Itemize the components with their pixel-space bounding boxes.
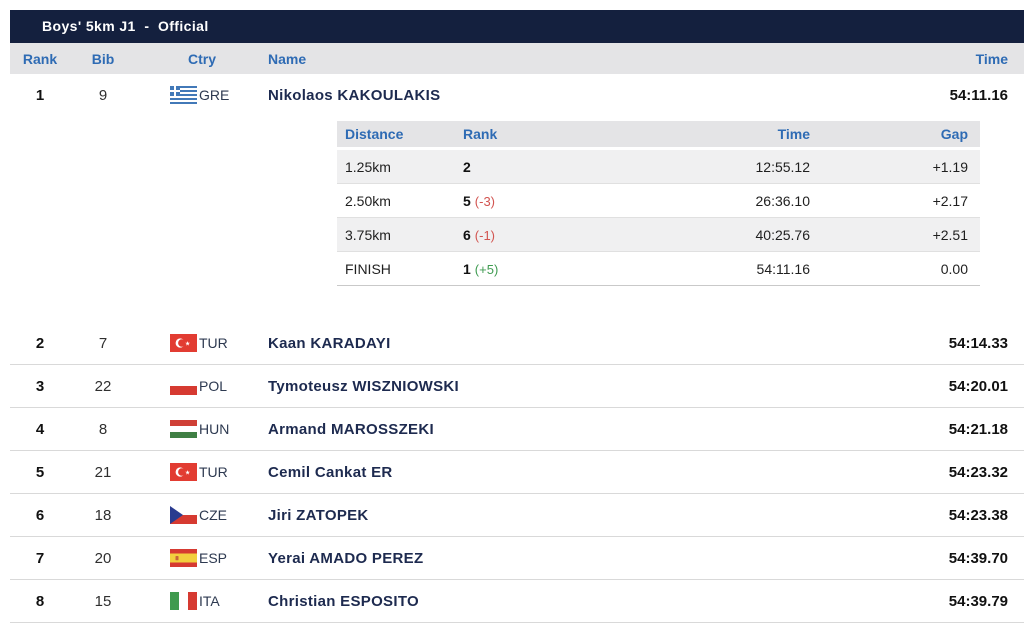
result-row-block	[10, 74, 1024, 286]
athlete-name: Kaan KARADAYI	[268, 334, 391, 352]
athlete-name: Armand MAROSSZEKI	[268, 420, 434, 438]
split-time: 12:55.12	[755, 158, 810, 175]
country-cell	[136, 506, 268, 524]
athlete-name: Cemil Cankat ER	[268, 463, 393, 481]
final-time: 54:23.38	[948, 506, 1008, 524]
country-cell	[136, 334, 268, 352]
country-cell	[136, 377, 268, 395]
result-row[interactable]	[10, 451, 1024, 493]
rank-value: 7	[35, 549, 45, 567]
split-distance: FINISH	[345, 260, 391, 277]
athlete-name: Yerai AMADO PEREZ	[268, 549, 424, 567]
athlete-name: Jiri ZATOPEK	[268, 506, 369, 524]
country-code: TUR	[199, 335, 228, 351]
flag-tur-icon	[170, 463, 197, 481]
rank-value: 1	[35, 86, 45, 104]
col-header-rank: Rank	[22, 50, 58, 67]
split-rank-cell	[455, 159, 575, 175]
country-cell	[136, 549, 268, 567]
split-time: 40:25.76	[755, 226, 810, 243]
country-cell	[136, 420, 268, 438]
flag-ita-icon	[170, 592, 197, 610]
flag-gre-icon	[170, 86, 197, 104]
country-code: HUN	[199, 421, 230, 437]
results-table-header	[10, 43, 1024, 74]
flag-hun-icon	[170, 420, 197, 438]
split-rank-cell	[455, 227, 575, 243]
results-table-body	[10, 74, 1024, 623]
country-code: TUR	[199, 464, 228, 480]
results-panel	[10, 10, 1024, 623]
col-header-time: Time	[975, 50, 1008, 67]
result-row[interactable]	[10, 322, 1024, 364]
final-time: 54:21.18	[948, 420, 1008, 438]
col-header-ctry: Ctry	[187, 50, 216, 67]
splits-header	[337, 121, 980, 147]
flag-tur-icon	[170, 334, 197, 352]
country-cell	[136, 86, 268, 104]
result-row-block	[10, 322, 1024, 365]
flag-cze-icon	[170, 506, 197, 524]
bib-value: 15	[94, 592, 112, 610]
split-gap: 0.00	[940, 260, 968, 277]
split-col-time: Time	[777, 126, 810, 142]
event-title: Boys' 5km J1 - Official	[42, 18, 209, 34]
split-col-gap: Gap	[940, 126, 968, 142]
col-header-bib: Bib	[91, 50, 115, 67]
split-row	[337, 252, 980, 285]
result-row-block	[10, 451, 1024, 494]
split-rank: 6	[463, 226, 471, 243]
athlete-name: Nikolaos KAKOULAKIS	[268, 86, 441, 104]
final-time: 54:20.01	[948, 377, 1008, 395]
split-distance: 1.25km	[345, 158, 391, 175]
result-row[interactable]	[10, 580, 1024, 622]
bib-value: 20	[94, 549, 112, 567]
split-rank: 1	[463, 260, 471, 277]
flag-esp-icon	[170, 549, 197, 567]
rank-value: 2	[35, 334, 45, 352]
split-gap: +1.19	[932, 158, 968, 175]
rank-value: 3	[35, 377, 45, 395]
country-code: ITA	[199, 593, 220, 609]
result-row[interactable]	[10, 537, 1024, 579]
athlete-name: Christian ESPOSITO	[268, 592, 419, 610]
split-distance: 2.50km	[345, 192, 391, 209]
rank-value: 6	[35, 506, 45, 524]
split-rank-cell	[455, 193, 575, 209]
result-row-block	[10, 537, 1024, 580]
bib-value: 21	[94, 463, 112, 481]
country-code: CZE	[199, 507, 227, 523]
split-col-distance: Distance	[345, 126, 404, 142]
result-row[interactable]	[10, 74, 1024, 116]
split-rank-delta: (-1)	[474, 227, 496, 243]
split-rank-delta: (-3)	[474, 193, 496, 209]
split-rank: 5	[463, 192, 471, 209]
country-cell	[136, 463, 268, 481]
final-time: 54:39.79	[948, 592, 1008, 610]
result-row-block	[10, 580, 1024, 623]
splits-panel	[337, 121, 980, 286]
event-title-bar	[10, 10, 1024, 43]
final-time: 54:11.16	[949, 86, 1008, 104]
split-gap: +2.17	[932, 192, 968, 209]
split-row	[337, 218, 980, 252]
country-code: POL	[199, 378, 228, 394]
country-cell	[136, 592, 268, 610]
rank-value: 4	[35, 420, 45, 438]
country-code: ESP	[199, 550, 228, 566]
split-gap: +2.51	[932, 226, 968, 243]
bib-value: 8	[98, 420, 108, 438]
final-time: 54:39.70	[948, 549, 1008, 567]
bib-value: 7	[98, 334, 108, 352]
split-rank-cell	[455, 261, 575, 277]
split-rank-delta: (+5)	[474, 261, 499, 277]
split-time: 54:11.16	[756, 260, 810, 277]
rank-value: 5	[35, 463, 45, 481]
bib-value: 22	[94, 377, 112, 395]
result-row-block	[10, 494, 1024, 537]
final-time: 54:23.32	[948, 463, 1008, 481]
bib-value: 9	[98, 86, 108, 104]
col-header-name: Name	[268, 50, 307, 67]
result-row[interactable]	[10, 365, 1024, 407]
split-rank: 2	[463, 158, 471, 175]
country-code: GRE	[199, 87, 230, 103]
flag-pol-icon	[170, 377, 197, 395]
split-distance: 3.75km	[345, 226, 391, 243]
athlete-name: Tymoteusz WISZNIOWSKI	[268, 377, 460, 395]
result-row[interactable]	[10, 408, 1024, 450]
bib-value: 18	[94, 506, 112, 524]
rank-value: 8	[35, 592, 45, 610]
split-col-rank: Rank	[463, 126, 498, 142]
result-row-block	[10, 365, 1024, 408]
splits-rows	[337, 150, 980, 285]
final-time: 54:14.33	[948, 334, 1008, 352]
result-row-block	[10, 408, 1024, 451]
result-row[interactable]	[10, 494, 1024, 536]
split-row	[337, 150, 980, 184]
split-row	[337, 184, 980, 218]
split-time: 26:36.10	[755, 192, 810, 209]
